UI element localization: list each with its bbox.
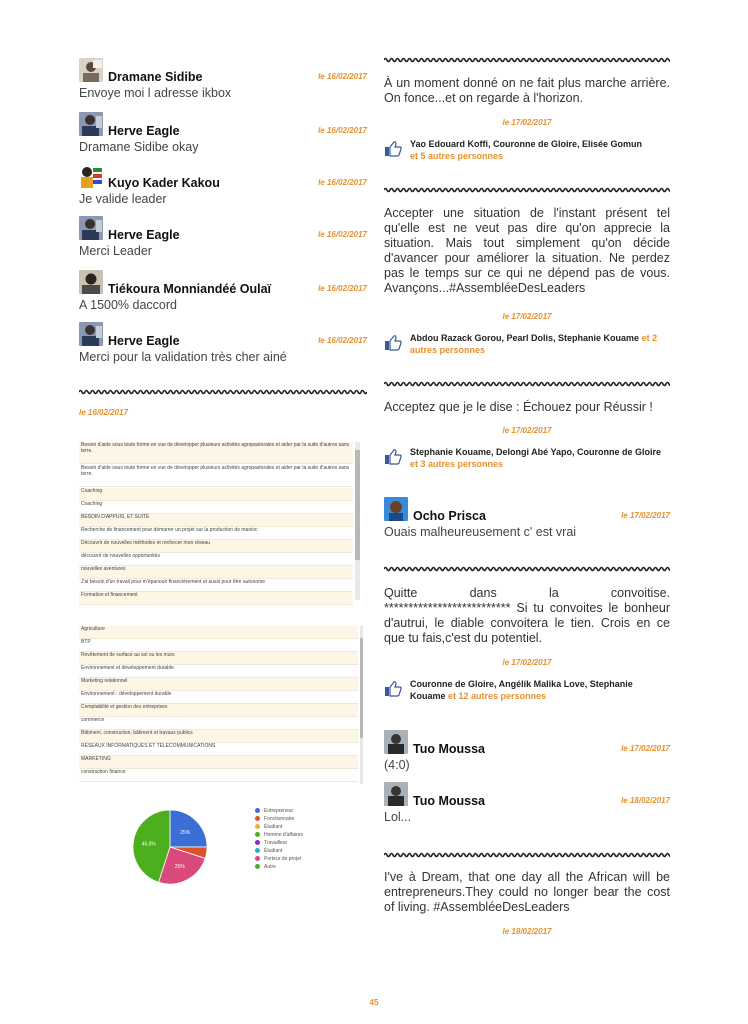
legend-dot (255, 808, 260, 813)
table-row: nouvelles aventures (79, 566, 353, 579)
legend-dot (255, 840, 260, 845)
legend-label: Travailleur (264, 840, 288, 846)
post-date: le 17/02/2017 (502, 118, 552, 127)
comment-date: le 16/02/2017 (318, 126, 367, 135)
legend-item (255, 856, 301, 864)
commenter-name: Herve Eagle (108, 124, 180, 138)
thumbs-up-icon (384, 141, 402, 157)
table-row: Besoin d'aide sous toute forme en vue de développer plusieurs activités agropastorales et aider par la suite d'autres sans terre. (79, 442, 353, 464)
commenter-name: Herve Eagle (108, 334, 180, 348)
table-row: RESEAUX INFORMATIQUES ET TELECOMMUNICATIONS (79, 743, 358, 756)
comment (384, 497, 670, 547)
avatar (384, 497, 408, 521)
post-date: le 18/02/2017 (502, 927, 552, 936)
legend-item (255, 840, 287, 848)
table-row: Recherche de financement pour démarrer un projet sur la production de manioc (79, 527, 353, 540)
comment-date: le 17/02/2017 (621, 744, 670, 753)
table-row: J'ai besoin d'un travail pour m'épanouir financièrement et aussi pour être autonome (79, 579, 353, 592)
table-row: découvrir de nouvelles opportunités (79, 553, 353, 566)
wave-divider (79, 388, 367, 396)
avatar (79, 270, 103, 294)
table-row: Comptabilité et gestion des entreprises (79, 704, 358, 717)
post-date: le 16/02/2017 (79, 408, 128, 417)
comment-text: Je valide leader (79, 192, 167, 206)
legend-item (255, 864, 276, 872)
comment-date: le 16/02/2017 (318, 284, 367, 293)
table-row: Environnement - développement durable (79, 691, 358, 704)
comment-text: A 1500% daccord (79, 298, 177, 312)
commenter-name: Tiékoura Monniandéé Oulaï (108, 282, 271, 296)
legend-label: Étudiant (264, 824, 283, 830)
comment-date: le 16/02/2017 (318, 178, 367, 187)
page-number: 45 (369, 998, 379, 1007)
comment (79, 112, 367, 162)
avatar (79, 216, 103, 240)
commenter-name: Dramane Sidibe (108, 70, 203, 84)
avatar (384, 730, 408, 754)
commenter-name: Tuo Moussa (413, 794, 485, 808)
comment-text: Merci Leader (79, 244, 152, 258)
table-row: Bâtiment, construction, bâtiment et travaux publics (79, 730, 358, 743)
scrollbar-thumb (360, 638, 363, 738)
screenshot-table-2 (79, 624, 363, 786)
comment-date: le 16/02/2017 (318, 230, 367, 239)
comment-text: Lol... (384, 810, 412, 824)
legend-label: Autre (264, 864, 276, 870)
pie-label: 25% (174, 864, 185, 871)
thumbs-up-icon (384, 449, 402, 465)
legend-label: Fonctionnaire (264, 816, 295, 822)
table-row: Coaching (79, 501, 353, 514)
post-text: À un moment donné on ne fait plus marche arrière. On fonce...et on regarde à l'horizon. (384, 76, 670, 105)
comment-date: le 16/02/2017 (318, 336, 367, 345)
post-date: le 17/02/2017 (502, 426, 552, 435)
legend-label: Étudiant (264, 848, 283, 854)
commenter-name: Tuo Moussa (413, 742, 485, 756)
legend-item (255, 848, 282, 856)
pie-label: 45.0% (141, 841, 156, 848)
comment (79, 164, 367, 214)
comment (384, 782, 670, 832)
comment-text: (4:0) (384, 758, 410, 772)
likes-text: Abdou Razack Gorou, Pearl Dolis, Stephanie Kouame et 2 autres personnes (410, 333, 658, 355)
legend-dot (255, 864, 260, 869)
comment-date: le 16/02/2017 (318, 72, 367, 81)
comment-text: Merci pour la validation très cher ainé (79, 350, 287, 364)
comment (79, 58, 367, 108)
likes-more: et 3 autres personnes (410, 459, 504, 469)
legend-item (255, 808, 293, 816)
legend-label: Entrepreneur (264, 808, 294, 814)
avatar (79, 322, 103, 346)
avatar (79, 58, 103, 82)
post-text-line1: Quitte dans la convoitise. (384, 586, 670, 600)
wave-divider (384, 380, 670, 388)
table-row: Coaching (79, 488, 353, 501)
post-text: Acceptez que je le dise : Échouez pour Réussir ! (384, 400, 653, 414)
table-row: Revêtement de surface au sol ou les murs (79, 652, 358, 665)
thumbs-up-icon (384, 335, 402, 351)
likes-text: Yao Edouard Koffi, Couronne de Gloire, Elisée Gomun et 5 autres personnes (410, 139, 643, 161)
thumbs-up-icon (384, 681, 402, 697)
comment-text: Ouais malheureusement c' est vrai (384, 525, 577, 539)
table-row: Besoin d'aide sous toute forme en vue de développer plusieurs activités agropastorales et aider par la suite d'autres sans terre. (79, 465, 353, 487)
table-row: construction finance (79, 769, 358, 782)
wave-divider (384, 186, 670, 194)
wave-divider (384, 56, 670, 64)
table-row: BTP (79, 639, 358, 652)
screenshot-table-1 (79, 440, 363, 602)
avatar (79, 164, 103, 188)
post-date: le 17/02/2017 (502, 312, 552, 321)
avatar (79, 112, 103, 136)
commenter-name: Herve Eagle (108, 228, 180, 242)
legend-dot (255, 848, 260, 853)
avatar (384, 782, 408, 806)
comment (79, 270, 367, 320)
legend-dot (255, 824, 260, 829)
comment (384, 730, 670, 780)
post-text: I've à Dream, that one day all the African will be entrepreneurs.They could no longer bear the cost of living. #AssembléeDesLeaders (384, 870, 670, 914)
pie-slice (170, 810, 207, 847)
likes-more: et 5 autres personnes (410, 151, 504, 161)
post-date: le 17/02/2017 (502, 658, 552, 667)
table-row: Découvrir de nouvelles méthodes et renforcer mon réseau (79, 540, 353, 553)
pie-label: 25% (180, 829, 191, 836)
table-row: commerce (79, 717, 358, 730)
comment-text: Envoye moi l adresse ikbox (79, 86, 232, 100)
likes-text: Stephanie Kouame, Delongi Abé Yapo, Couronne de Gloire et 3 autres personnes (410, 447, 662, 469)
commenter-name: Kuyo Kader Kakou (108, 176, 220, 190)
pie-legend (255, 808, 355, 878)
legend-item (255, 816, 294, 824)
likes-more: et 2 autres personnes (410, 333, 658, 355)
legend-dot (255, 856, 260, 861)
legend-item (255, 824, 282, 832)
wave-divider (384, 565, 670, 573)
post-text: Accepter une situation de l'instant présent tel qu'elle est ne veut pas dire qu'on apprecie la situation. Mais tout simplement qu'on décide d'avancer pour améliorer la situation. Ne perdez pas le temps sur ce qui ne dépend pas de vous. Avançons...#AssembléeDesLeaders (384, 206, 670, 295)
legend-item (255, 832, 303, 840)
comment-date: le 17/02/2017 (621, 511, 670, 520)
table-row: MARKETING (79, 756, 358, 769)
legend-dot (255, 832, 260, 837)
legend-dot (255, 816, 260, 821)
legend-label: Homme d'affaires (264, 832, 303, 838)
table-row: Agriculture (79, 626, 358, 639)
wave-divider (384, 851, 670, 859)
scrollbar-thumb (355, 450, 360, 560)
table-row: BESOIN D'APPUIS, ET SUITE (79, 514, 353, 527)
comment-text: Dramane Sidibe okay (79, 140, 199, 154)
legend-label: Porteur de projet (264, 856, 302, 862)
likes-more: et 12 autres personnes (448, 691, 547, 701)
likes-text: Couronne de Gloire, Angélik Malika Love, Stephanie Kouame et 12 autres personnes (410, 679, 633, 701)
comment-date: le 18/02/2017 (621, 796, 670, 805)
comment (79, 216, 367, 266)
commenter-name: Ocho Prisca (413, 509, 486, 523)
post-text: ************************** Si tu convoites le bonheur d'autrui, le diable convoitera le tien. Crois en ce que tu fais,c'est du potentiel. (384, 601, 670, 645)
table-row: Environnement et développement durable (79, 665, 358, 678)
pie-chart (131, 808, 209, 886)
table-row: Marketing relationnel (79, 678, 358, 691)
table-row: Formation et financement (79, 592, 353, 605)
comment (79, 322, 367, 372)
